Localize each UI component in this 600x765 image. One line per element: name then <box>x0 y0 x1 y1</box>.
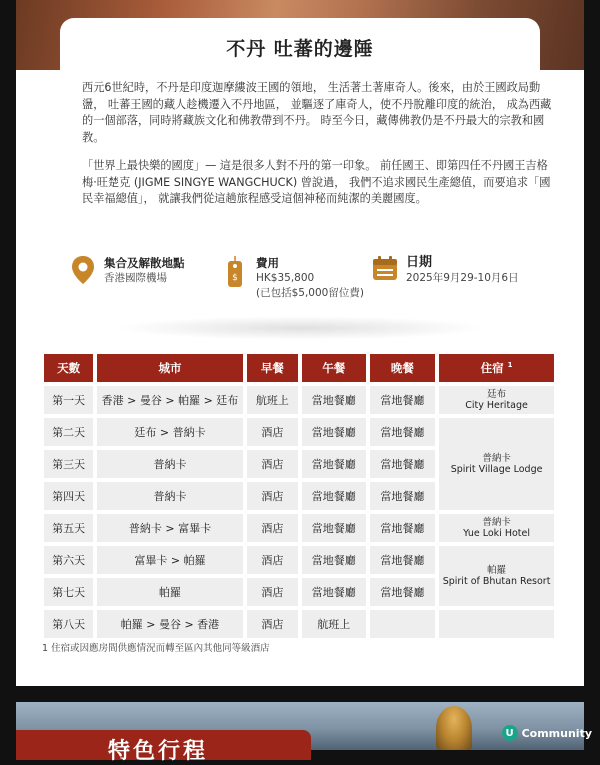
cell-lunch: 航班上 <box>302 610 366 638</box>
header-hotel-footnote-mark: 1 <box>507 361 513 370</box>
cell-day: 第三天 <box>44 450 93 478</box>
watermark-text: Community <box>521 726 592 740</box>
cell-breakfast: 酒店 <box>247 610 298 638</box>
header-day: 天數 <box>44 354 93 382</box>
table-row <box>44 610 554 638</box>
cell-city: 富畢卡 > 帕羅 <box>97 546 243 574</box>
fee-label: 費用 <box>256 256 279 270</box>
cell-breakfast: 酒店 <box>247 450 298 478</box>
hotel-name: Yue Loki Hotel <box>463 528 531 539</box>
u-logo-icon: U <box>502 725 518 741</box>
cell-dinner: 當地餐廳 <box>370 514 436 542</box>
cell-day: 第六天 <box>44 546 93 574</box>
page-title: 不丹 吐蕃的邊陲 <box>226 37 374 60</box>
price-tag-icon <box>222 255 248 289</box>
intro-paragraph-2: 「世界上最快樂的國度」— 這是很多人對不丹的第一印象。 前任國王、即第四任不丹國王吉格梅·旺楚克 (JIGME SINGYE WANGCHUCK) 曾說過， 我們不追求國民生產總值，而要追求「國民幸福總值」， 就讓我們從這趟旅程感受這個神秘而純潔的美麗國度。 <box>82 159 551 206</box>
page-title-tab <box>60 18 540 76</box>
cell-dinner: 當地餐廳 <box>370 482 436 510</box>
cell-hotel <box>439 418 554 510</box>
cell-city: 香港 > 曼谷 > 帕羅 > 廷布 <box>97 386 243 414</box>
cell-dinner: 當地餐廳 <box>370 386 436 414</box>
cell-day: 第八天 <box>44 610 93 638</box>
itinerary-table <box>40 350 558 642</box>
cell-hotel <box>439 386 554 414</box>
cell-breakfast: 酒店 <box>247 514 298 542</box>
table-row <box>44 514 554 542</box>
cell-dinner: 當地餐廳 <box>370 546 436 574</box>
cell-day: 第二天 <box>44 418 93 446</box>
cell-dinner <box>370 610 436 638</box>
cell-day: 第一天 <box>44 386 93 414</box>
cell-city: 普納卡 <box>97 450 243 478</box>
hotel-city: 帕羅 <box>487 565 507 576</box>
cell-breakfast: 酒店 <box>247 578 298 606</box>
header-city: 城市 <box>97 354 243 382</box>
meeting-info <box>70 255 185 286</box>
meeting-value: 香港國際機場 <box>104 272 167 284</box>
cell-dinner: 當地餐廳 <box>370 418 436 446</box>
cell-dinner: 當地餐廳 <box>370 450 436 478</box>
cell-hotel-empty <box>439 610 554 638</box>
hotel-name: City Heritage <box>465 400 528 411</box>
date-value: 2025年9月29-10月6日 <box>406 272 519 284</box>
community-watermark <box>502 725 592 741</box>
fee-info <box>222 255 364 301</box>
header-breakfast: 早餐 <box>247 354 298 382</box>
hotel-city: 普納卡 <box>482 453 511 464</box>
buddha-statue-image <box>436 706 472 750</box>
calendar-icon <box>372 255 398 281</box>
cell-city: 普納卡 > 富畢卡 <box>97 514 243 542</box>
hotel-city: 普納卡 <box>482 517 511 528</box>
table-row <box>44 386 554 414</box>
cell-hotel <box>439 546 554 606</box>
header-hotel <box>439 354 554 382</box>
date-label: 日期 <box>406 255 433 270</box>
cell-lunch: 當地餐廳 <box>302 546 366 574</box>
content-card <box>16 70 584 686</box>
cell-city: 帕羅 > 曼谷 > 香港 <box>97 610 243 638</box>
cell-city: 帕羅 <box>97 578 243 606</box>
divider-shadow <box>116 316 486 340</box>
location-pin-icon <box>70 255 96 285</box>
next-section-title: 特色行程 <box>108 739 209 764</box>
cell-day: 第七天 <box>44 578 93 606</box>
intro-paragraph-1: 西元6世紀時，不丹是印度迦摩縷波王國的領地， 生活著土著庫奇人。後來，由於王國政局動盪， 吐蕃王國的藏人趁機遷入不丹地區， 並驅逐了庫奇人，使不丹脫離印度的統治， 成為西藏的一個部落，同時將藏族文化和佛教帶到不丹。 時至今日，藏傳佛教仍是不丹最大的宗教和國教。 <box>82 81 552 144</box>
header-lunch: 午餐 <box>302 354 366 382</box>
hotel-name: Spirit of Bhutan Resort <box>442 576 551 587</box>
cell-breakfast: 酒店 <box>247 482 298 510</box>
cell-lunch: 當地餐廳 <box>302 514 366 542</box>
cell-city: 普納卡 <box>97 482 243 510</box>
fee-value: HK$35,800 <box>256 272 315 284</box>
table-row <box>44 418 554 446</box>
cell-lunch: 當地餐廳 <box>302 450 366 478</box>
cell-city: 廷布 > 普納卡 <box>97 418 243 446</box>
date-info <box>372 255 519 286</box>
next-section-banner <box>16 702 584 764</box>
cell-breakfast: 酒店 <box>247 418 298 446</box>
cell-lunch: 當地餐廳 <box>302 386 366 414</box>
cell-breakfast: 航班上 <box>247 386 298 414</box>
table-header-row <box>44 354 554 382</box>
hotel-footnote: 1 住宿或因應房間供應情況而轉至區內其他同等級酒店 <box>42 643 270 654</box>
cell-lunch: 當地餐廳 <box>302 418 366 446</box>
hotel-name: Spirit Village Lodge <box>450 464 543 475</box>
cell-hotel <box>439 514 554 542</box>
cell-lunch: 當地餐廳 <box>302 578 366 606</box>
header-dinner: 晚餐 <box>370 354 436 382</box>
cell-dinner: 當地餐廳 <box>370 578 436 606</box>
cell-breakfast: 酒店 <box>247 546 298 574</box>
table-row <box>44 546 554 574</box>
cell-lunch: 當地餐廳 <box>302 482 366 510</box>
fee-note: (已包括$5,000留位費) <box>256 287 364 299</box>
meeting-label: 集合及解散地點 <box>104 256 185 270</box>
cell-day: 第五天 <box>44 514 93 542</box>
cell-day: 第四天 <box>44 482 93 510</box>
svg-text:$: $ <box>232 273 238 283</box>
header-hotel-label: 住宿 <box>480 361 504 375</box>
hotel-city: 廷布 <box>487 389 507 400</box>
